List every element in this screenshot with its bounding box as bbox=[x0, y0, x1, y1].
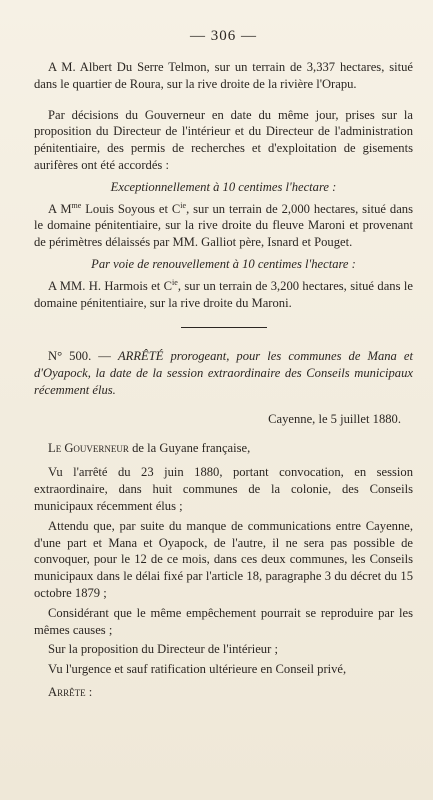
page-number: — 306 — bbox=[190, 28, 257, 44]
decree-number: N° 500. — bbox=[48, 349, 111, 364]
paragraph-proposition: Sur la proposition du Directeur de l'intérieur ; bbox=[48, 642, 278, 657]
heading-renouvellement: Par voie de renouvellement à 10 centimes l'hectare : bbox=[91, 256, 356, 271]
decree-description: prorogeant, pour les communes de Mana et d'Oyapock, la date de la session extraordinaire des Conseils municipaux récemment élus. bbox=[34, 349, 413, 397]
governor-territory: de la Guyane française, bbox=[128, 440, 251, 455]
section-divider bbox=[181, 327, 267, 328]
paragraph-urgence: Vu l'urgence et sauf ratification ultérieure en Conseil privé, bbox=[48, 662, 347, 677]
heading-exceptionnellement: Exceptionnellement à 10 centimes l'hectare : bbox=[110, 179, 337, 194]
paragraph-attendu: Attendu que, par suite du manque de communications entre Cayenne, d'une part et Mana et Oyapock, de l'autre, il ne sera pas possible de convoquer, pour le 12 de ce mois, dans ces deux communes, les Conseils municipaux dans le délai fixé par l'article 18, paragraphe 3 du décret du 15 octobre 1879 ; bbox=[34, 518, 413, 600]
soyous-sup-ie: ie bbox=[180, 200, 187, 210]
paragraph-soyous bbox=[34, 201, 413, 251]
governor-title: Le Gouverneur bbox=[48, 440, 129, 455]
paragraph-decisions: Par décisions du Gouverneur en date du même jour, prises sur la proposition du Directeur de l'intérieur et du Directeur de l'administration pénitentiaire, des permis de recherches et d'exploitation de gisements aurifères ont été accordés : bbox=[34, 107, 413, 172]
governor-line bbox=[34, 440, 413, 457]
paragraph-considerant: Considérant que le même empêchement pourrait se reproduire par les mêmes causes ; bbox=[34, 605, 413, 637]
soyous-sup-me: me bbox=[71, 200, 82, 210]
harmois-part-a: A MM. H. Harmois et C bbox=[48, 278, 173, 293]
soyous-part-c: , sur un terrain de 2,000 hectares, situé dans le domaine pénitentiaire, sur la rive droite du fleuve Maroni et provenant de périmètres délaissés par MM. Galliot père, Isnard et Pouget. bbox=[34, 201, 413, 250]
harmois-part-b: , sur un terrain de 3,200 hectares, situé dans le domaine pénitentiaire, sur la rive droite du Maroni. bbox=[34, 278, 413, 310]
arrete-label: Arrête : bbox=[48, 684, 93, 699]
paragraph-vu-arrete: Vu l'arrêté du 23 juin 1880, portant convocation, en session extraordinaire, dans huit communes de la colonie, des Conseils municipaux récemment élus ; bbox=[34, 465, 413, 513]
decree-heading bbox=[34, 348, 413, 398]
paragraph-harmois bbox=[34, 278, 413, 312]
soyous-part-a: A M bbox=[48, 201, 72, 216]
decree-title: ARRÊTÉ bbox=[117, 349, 164, 364]
soyous-part-b: Louis Soyous et C bbox=[81, 201, 181, 216]
harmois-sup-ie: ie bbox=[172, 277, 178, 287]
paragraph-telmon: A M. Albert Du Serre Telmon, sur un terrain de 3,337 hectares, situé dans le quartier de Roura, sur la rive droite de la rivière l'Orapu. bbox=[34, 60, 413, 91]
dateline: Cayenne, le 5 juillet 1880. bbox=[268, 411, 401, 426]
